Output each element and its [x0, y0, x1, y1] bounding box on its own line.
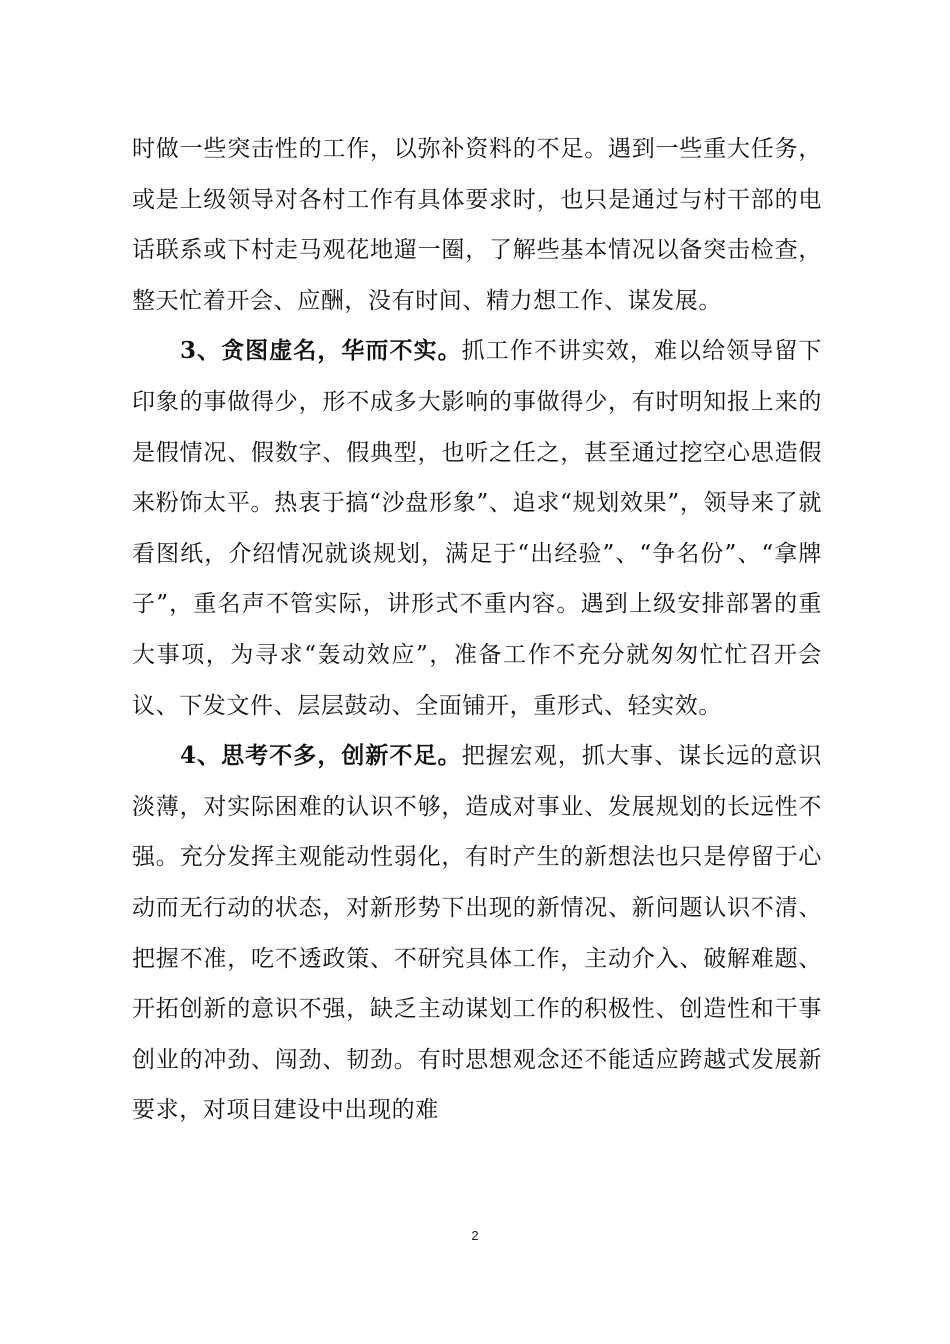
paragraph-body: 时做一些突击性的工作，以弥补资料的不足。遇到一些重大任务，或是上级领导对各村工作有具体要求时，也只是通过与村干部的电话联系或下村走马观花地遛一圈，了解些基本情况以备突击检查，整天忙着开会、应酬，没有时间、精力想工作、谋发展。 [132, 136, 822, 314]
body-text [132, 124, 822, 1136]
paragraph-body: 把握宏观，抓大事、谋长远的意识淡薄，对实际困难的认识不够，造成对事业、发展规划的长远性不强。充分发挥主观能动性弱化，有时产生的新想法也只是停留于心动而无行动的状态，对新形势下出现的新情况、新问题认识不清、把握不准，吃不透政策、不研究具体工作，主动介入、破解难题、开拓创新的意识不强，缺乏主动谋划工作的积极性、创造性和干事创业的冲劲、闯劲、韧劲。有时思想观念还不能适应跨越式发展新要求，对项目建设中出现的难 [132, 743, 822, 1124]
section-heading-3: 3、贪图虚名，华而不实。 [180, 337, 462, 365]
paragraph-body: 抓工作不讲实效，难以给领导留下印象的事做得少，形不成多大影响的事做得少，有时明知报上来的是假情况、假数字、假典型，也听之任之，甚至通过挖空心思造假来粉饰太平。热衷于搞“沙盘形象”、追求“规划效果”，领导来了就看图纸，介绍情况就谈规划，满足于“出经验”、“争名份”、“拿牌子”，重名声不管实际，讲形式不重内容。遇到上级安排部署的重大事项，为寻求“轰动效应”，准备工作不充分就匆匆忙忙召开会议、下发文件、层层鼓动、全面铺开，重形式、轻实效。 [132, 338, 822, 719]
paragraph-continuation [132, 124, 822, 326]
paragraph-section-4 [132, 731, 822, 1136]
paragraph-section-3 [132, 326, 822, 731]
page-number: 2 [471, 1228, 479, 1243]
section-heading-4: 4、思考不多，创新不足。 [180, 742, 462, 770]
